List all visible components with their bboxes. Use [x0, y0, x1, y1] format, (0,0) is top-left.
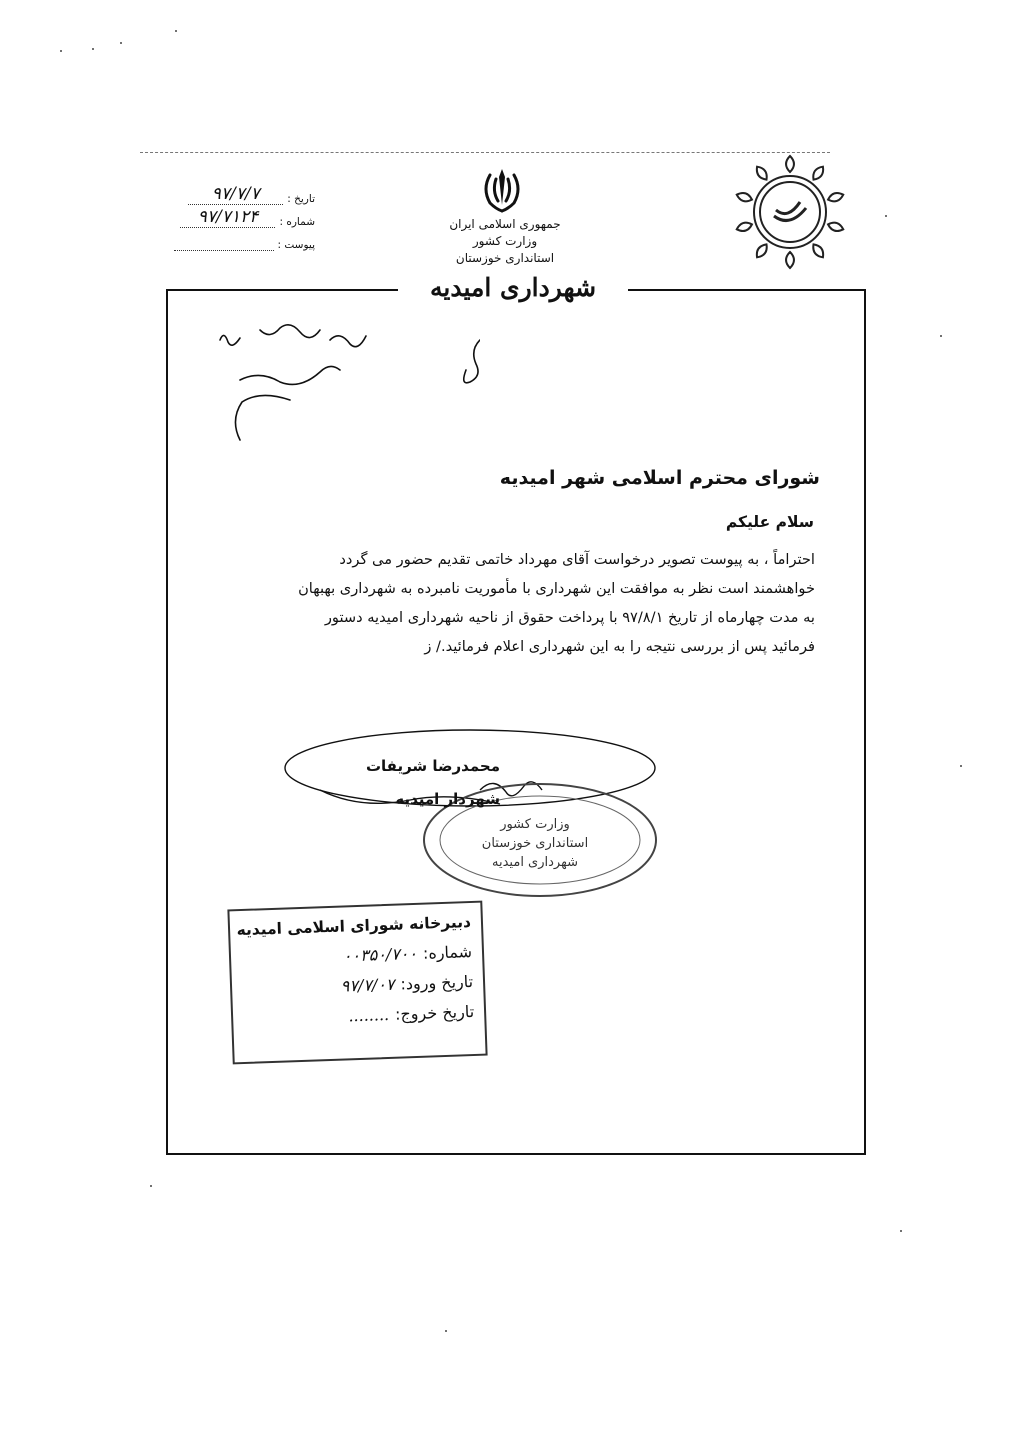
iran-emblem-icon	[480, 165, 524, 215]
attachment-label: پیوست :	[277, 239, 315, 251]
org-title: شهرداری امیدیه	[398, 271, 628, 305]
letter-meta	[150, 182, 315, 251]
gov-line-3: استانداری خوزستان	[455, 251, 555, 265]
seal-line: وزارت کشور	[500, 817, 570, 832]
letter-body	[205, 545, 815, 661]
municipality-logo-icon	[728, 150, 852, 274]
number-row	[150, 205, 315, 228]
government-lines	[405, 216, 605, 267]
registry-stamp	[227, 901, 487, 1065]
recipient: شورای محترم اسلامی شهر امیدیه	[499, 467, 820, 489]
seal-line: شهرداری امیدیه	[492, 855, 578, 870]
registry-entry-label: تاریخ ورود:	[400, 971, 474, 994]
date-value: ۹۷/۷/۷	[188, 185, 283, 205]
body-line: احتراماً ، به پیوست تصویر درخواست آقای مهرداد خاتمی تقدیم حضور می گردد	[339, 551, 815, 568]
scan-speck	[445, 1330, 447, 1332]
signatory-title: شهردار امیدیه	[395, 790, 500, 808]
greeting: سلام علیکم	[725, 513, 814, 531]
scan-speck	[150, 1185, 152, 1187]
registry-number-value: ۰۰۳۵۰/۷۰۰	[342, 943, 418, 966]
scan-speck	[92, 48, 94, 50]
handwritten-note-icon	[180, 310, 480, 460]
scan-speck	[960, 765, 962, 767]
registry-exit-value: ........	[348, 1004, 390, 1026]
seal-text	[430, 815, 640, 872]
scan-speck	[60, 50, 62, 52]
body-line: به مدت چهارماه از تاریخ ۹۷/۸/۱ با پرداخت حقوق از ناحیه شهرداری امیدیه دستور	[324, 609, 815, 626]
scan-speck	[120, 42, 122, 44]
signatory-name: محمدرضا شریفات	[365, 757, 500, 775]
attachment-row	[150, 228, 315, 251]
registry-entry-value: ۹۷/۷/۰۷	[340, 974, 395, 996]
gov-line-1: جمهوری اسلامی ایران	[449, 217, 561, 231]
number-label: شماره :	[279, 216, 315, 228]
scan-speck	[900, 1230, 902, 1232]
scan-speck	[175, 30, 177, 32]
scan-speck	[940, 335, 942, 337]
date-row	[150, 182, 315, 205]
registry-title: دبیرخانه شورای اسلامی امیدیه	[236, 913, 472, 940]
gov-line-2: وزارت کشور	[472, 234, 538, 248]
body-line: خواهشمند است نظر به موافقت این شهرداری با مأموریت نامبرده به شهرداری بهبهان	[298, 580, 815, 597]
scan-speck	[885, 215, 887, 217]
registry-exit-label: تاریخ خروج:	[394, 1001, 475, 1024]
number-value: ۹۷/۷۱۲۴	[180, 208, 275, 228]
seal-line: استانداری خوزستان	[481, 836, 589, 851]
date-label: تاریخ :	[287, 193, 315, 205]
body-line: فرمائید پس از بررسی نتیجه را به این شهرداری اعلام فرمائید./ ز	[424, 638, 815, 655]
header-rule	[140, 152, 830, 153]
registry-number-label: شماره:	[422, 941, 473, 963]
attachment-value	[174, 238, 274, 251]
